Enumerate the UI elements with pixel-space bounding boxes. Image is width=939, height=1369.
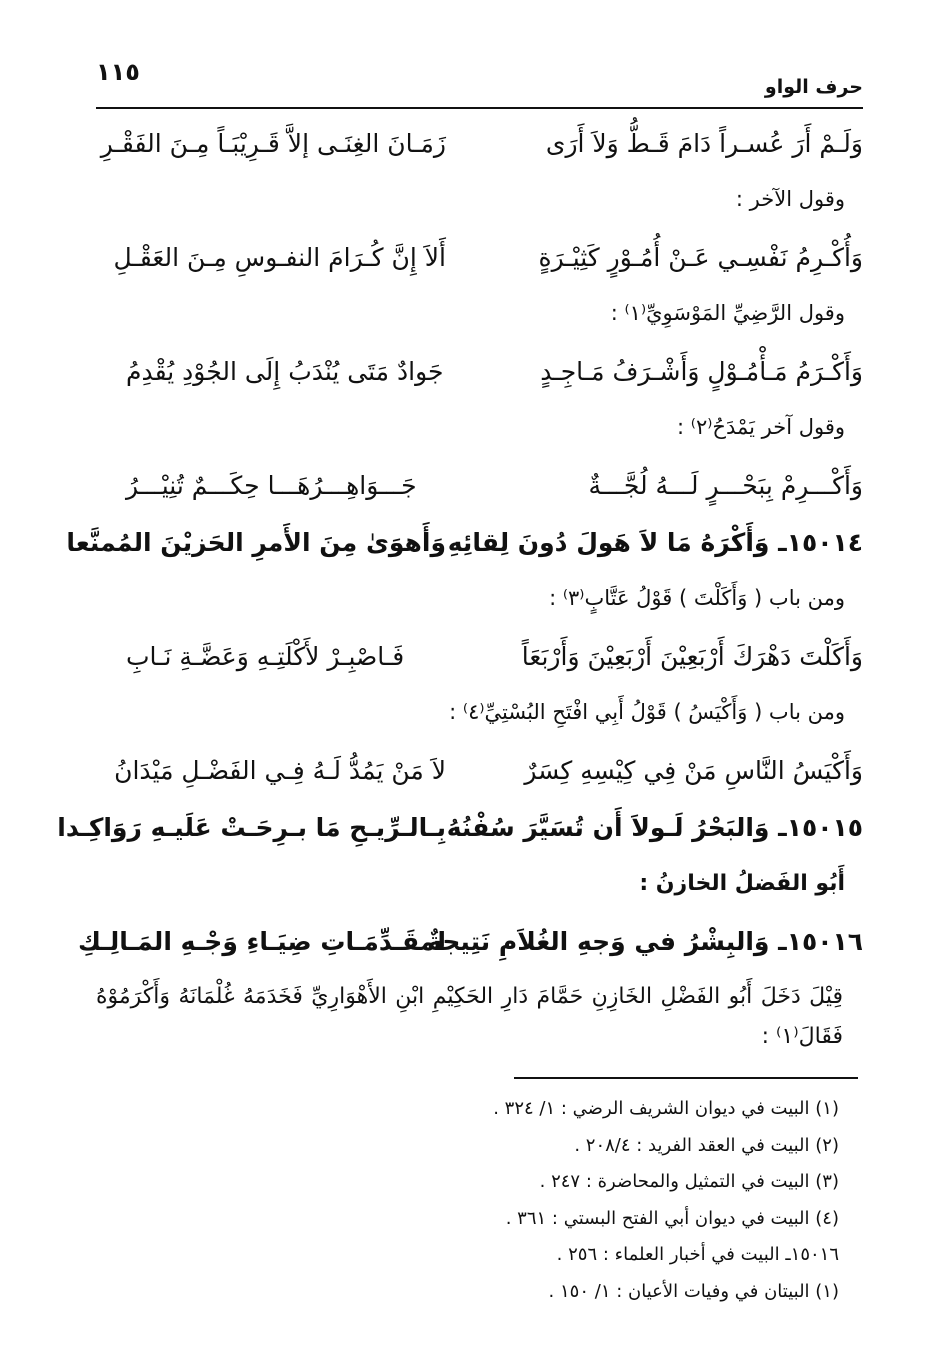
intro-line (96, 401, 863, 458)
footnote: (٢) البيت في العقد الفريد : ٢٠٨/٤ . (574, 1134, 839, 1156)
verse-line (96, 116, 863, 173)
verse-first-hemistich: ١٥٠١٥ـ وَالبَحْرُ لَـولاَ أَن تُسَيَّرَ سُفْنُهُ (446, 813, 863, 842)
intro-text: ومن باب ( وَأَكَلْتَ ) قَوْلُ عَتَّابٍ⁽٣⁾ : (549, 586, 845, 610)
verse-second-hemistich: وَأَهوَىٰ مِنَ الأَمرِ الحَزيْنَ المُمنَّعا (66, 528, 446, 557)
verse-line (96, 344, 863, 401)
verse-second-hemistich: أَلاَ إِنَّ كُـرَامَ النفـوسِ مِـنَ العَقْـلِ (113, 243, 446, 272)
intro-text: وقول الرَّضِيِّ المَوْسَوِيِّ⁽١⁾ : (610, 301, 845, 325)
verse-line (96, 230, 863, 287)
numbered-verse (57, 800, 863, 857)
verse-first-hemistich: وَلَـمْ أَرَ عُسـراً دَامَ قَـطُّ وَلاَ أَرَى (545, 129, 863, 158)
prose-paragraph (96, 971, 863, 1051)
header-divider (96, 107, 863, 109)
verse-first-hemistich: وَأَكْـــرِمْ بِبَحْـــرٍ لَـــهُ لُجَّـــةٌ (588, 471, 863, 500)
intro-line (96, 173, 863, 230)
page-body (57, 116, 863, 1051)
footnote: (٣) البيت في التمثيل والمحاضرة : ٢٤٧ . (539, 1171, 839, 1192)
page-number: ١١٥ (96, 58, 140, 86)
running-title: حرف الواو (764, 76, 863, 98)
footnotes (279, 1094, 839, 1313)
verse-second-hemistich: بِـالـرِّيـحِ مَا بـرِحَـتْ عَلَيـهِ رَوَاكِـدا (57, 813, 446, 842)
verse-first-hemistich: وَأَكَلْتَ دَهْرَكَ أَرْبَعِيْنَ أَرْبَعِيْنَ وَأَرْبَعَاً (521, 642, 863, 671)
verse-second-hemistich: جَوادٌ مَتَى يُنْدَبُ إِلَى الجُوْدِ يُقْدِمُ (126, 357, 444, 386)
verse-second-hemistich: لاَ مَنْ يَمُدُّ لَـهُ فِـي الفَضْـلِ مَيْدَانُ (114, 756, 446, 785)
intro-line (96, 686, 863, 743)
verse-second-hemistich: لمقَـدِّمَـاتِ ضِيَـاءِ وَجْـهِ المَـالِـكِ (78, 927, 446, 956)
verse-first-hemistich: وَأَكْيَسُ النَّاسِ مَنْ فِي كِيْسِهِ كِسَرٌ (524, 756, 863, 785)
verse-first-hemistich: ١٥٠١٤ـ وَأَكْرَهُ مَا لاَ هَولَ دُونَ لِقائِهِ (447, 528, 863, 557)
verse-second-hemistich: فَـاصْبِـرْ لأَكْلَتِـهِ وَعَضَّـةِ نَـابِ (126, 642, 405, 671)
verse-line (96, 458, 863, 515)
footnote-divider (514, 1077, 858, 1079)
verse-first-hemistich: ١٥٠١٦ـ وَالبِشْرُ في وَجهِ الغُلاَمِ نَتِيجةٌ (427, 927, 863, 956)
footnote: ١٥٠١٦ـ البيت في أخبار العلماء : ٢٥٦ . (556, 1244, 839, 1265)
verse-first-hemistich: وَأَكْـرَمُ مَـأْمُـوْلٍ وَأَشْـرَفُ مَـاجِـدٍ (540, 357, 863, 386)
verse-second-hemistich: جَـــوَاهِـــرُهَـــا حِكَـــمٌ تُنِيْـــرُ (126, 471, 417, 500)
poet-name: أَبُو الفَضلُ الخازنُ : (639, 871, 845, 896)
prose-text: قِيْلَ دَخَلَ أَبُو الفَضْلِ الخَازِنِ حَمَّامَ دَارِ الحَكِيْمِ ابْنِ الأَهْوَارِيِّ فَخَدَمَهُ غُلْمَانَهُ وَأَكْرَمُوْهُ فَقَالَ⁽١⁾ : (96, 984, 843, 1049)
intro-line (96, 287, 863, 344)
intro-text: وقول الآخر : (735, 187, 845, 211)
intro-line (96, 572, 863, 629)
verse-line (96, 629, 863, 686)
footnote: (٤) البيت في ديوان أبي الفتح البستي : ٣٦١ . (505, 1207, 839, 1229)
footnote: (١) البيت في ديوان الشريف الرضي : ١/ ٣٢٤ . (493, 1098, 839, 1119)
intro-text: وقول آخر يَمْدَحُ⁽٢⁾ : (677, 415, 845, 439)
verse-first-hemistich: وَأُكْـرِمُ نَفْسِـي عَـنْ أُمُـوْرٍ كَثِيْـرَةٍ (538, 243, 863, 272)
numbered-verse (66, 515, 863, 572)
page-header (96, 58, 863, 106)
poet-heading (96, 857, 863, 914)
verse-second-hemistich: زَمَـانَ الغِنَـى إلاَّ قَـرِيْبَـاً مِـنَ الفَقْـرِ (100, 129, 446, 158)
numbered-verse (78, 914, 863, 971)
footnote: (١) البيتان في وفيات الأعيان : ١/ ١٥٠ . (548, 1280, 839, 1302)
verse-line (96, 743, 863, 800)
intro-text: ومن باب ( وَأَكْيَسُ ) قَوْلُ أَبِي افْتَحِ البُسْتِيِّ⁽٤⁾ : (449, 700, 845, 724)
